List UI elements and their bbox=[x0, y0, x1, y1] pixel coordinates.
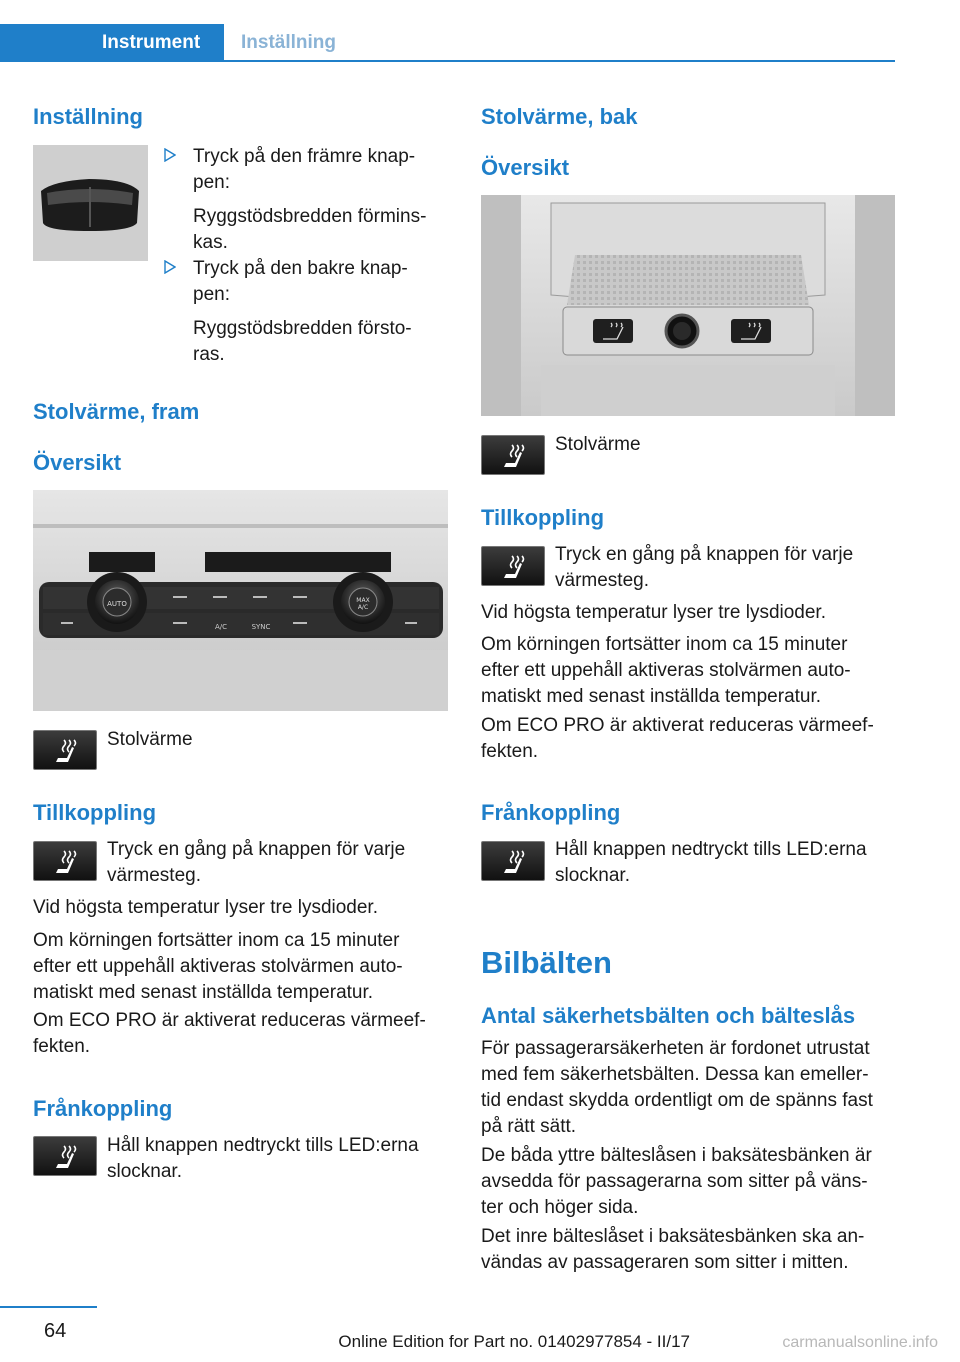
tab-installning[interactable]: Inställning bbox=[241, 32, 336, 53]
seat-heating-button-front-off[interactable] bbox=[33, 1136, 97, 1176]
sync-button-label: SYNC bbox=[251, 623, 271, 631]
heading-installning: Inställning bbox=[33, 104, 143, 129]
para-max-temp-front: Vid högsta temperatur lyser tre lysdioder. bbox=[33, 897, 378, 918]
heading-frankoppling-rear: Frånkoppling bbox=[481, 800, 621, 825]
seat-heating-icon bbox=[52, 738, 80, 764]
seat-heating-icon bbox=[500, 554, 528, 580]
heading-oversikt-front: Översikt bbox=[33, 450, 122, 475]
auto-knob-label: AUTO bbox=[107, 600, 127, 608]
seat-width-button-photo bbox=[33, 145, 148, 261]
ac-button-label: A/C bbox=[214, 623, 228, 631]
seat-heating-icon bbox=[500, 443, 528, 469]
para-eco-pro-rear: Om ECO PRO är aktiverat reduceras värmeef- fekten. bbox=[481, 715, 874, 762]
header-tabbar bbox=[0, 24, 895, 62]
bullet-rear-button: Tryck på den bakre knap- pen: Ryggstödsbredden försto- ras. bbox=[164, 256, 449, 368]
seat-heating-icon bbox=[500, 849, 528, 875]
seat-heating-button-front[interactable] bbox=[33, 730, 97, 770]
frankoppling-text-front: Håll knappen nedtryckt tills LED:erna slocknar. bbox=[107, 1135, 419, 1182]
heading-stolvarme-bak: Stolvärme, bak bbox=[481, 104, 638, 129]
para-belts-2: De båda yttre bälteslåsen i baksätesbänken är avsedda för passagerarna som sitter på väns- ter och höger sida. bbox=[481, 1145, 872, 1218]
heading-oversikt-rear: Översikt bbox=[481, 155, 570, 180]
para-max-temp-rear: Vid högsta temperatur lyser tre lysdioder. bbox=[481, 602, 826, 623]
heading-stolvarme-fram: Stolvärme, fram bbox=[33, 399, 200, 424]
rear-console-photo bbox=[481, 195, 895, 416]
para-eco-pro-front: Om ECO PRO är aktiverat reduceras värmeef- fekten. bbox=[33, 1010, 426, 1057]
para-belts-1: För passagerarsäkerheten är fordonet utrustat med fem säkerhetsbälten. Dessa kan emeller- tid endast skydda ordentligt om de spänns fast på rätt sätt. bbox=[481, 1038, 873, 1137]
front-climate-panel-photo bbox=[33, 490, 448, 711]
para-auto-restart-front: Om körningen fortsätter inom ca 15 minuter efter ett uppehåll aktiveras stolvärmen auto- matiskt med senast inställda temperatur. bbox=[33, 930, 403, 1003]
seat-heating-icon bbox=[52, 1144, 80, 1170]
heading-tillkoppling-rear: Tillkoppling bbox=[481, 505, 605, 530]
tab-instrument[interactable]: Instrument bbox=[0, 24, 224, 62]
para-auto-restart-rear: Om körningen fortsätter inom ca 15 minuter efter ett uppehåll aktiveras stolvärmen auto- matiskt med senast inställda temperatur. bbox=[481, 634, 851, 707]
max-knob-label: MAX bbox=[356, 597, 370, 604]
watermark: carmanualsonline.info bbox=[782, 1334, 938, 1351]
footer-rule bbox=[0, 1306, 97, 1308]
max-ac-knob-label: A/C bbox=[357, 604, 369, 611]
heading-antal-balten: Antal säkerhetsbälten och bälteslås bbox=[481, 1003, 856, 1028]
triangle-bullet-icon bbox=[164, 260, 176, 274]
seat-heating-button-rear-off[interactable] bbox=[481, 841, 545, 881]
tillkoppling-text-rear: Tryck en gång på knappen för varje värmesteg. bbox=[555, 544, 854, 591]
bullet-front-button: Tryck på den främre knap- pen: Ryggstödsbredden förmins- kas. bbox=[164, 144, 449, 256]
tillkoppling-text-front: Tryck en gång på knappen för varje värmesteg. bbox=[107, 839, 406, 886]
edition-text: Online Edition for Part no. 01402977854 - II/17 bbox=[338, 1332, 690, 1351]
para-belts-3: Det inre bälteslåset i baksätesbänken ska an- vändas av passageraren som sitter i mitten. bbox=[481, 1226, 865, 1273]
page-number: 64 bbox=[44, 1320, 67, 1342]
heading-frankoppling-front: Frånkoppling bbox=[33, 1096, 173, 1121]
triangle-bullet-icon bbox=[164, 148, 176, 162]
heading-bilbalten: Bilbälten bbox=[481, 945, 612, 980]
seat-heating-icon bbox=[52, 849, 80, 875]
frankoppling-text-rear: Håll knappen nedtryckt tills LED:erna slocknar. bbox=[555, 839, 867, 886]
seat-heating-button-rear-on[interactable] bbox=[481, 546, 545, 586]
seat-heating-button-front-on[interactable] bbox=[33, 841, 97, 881]
seat-heating-button-rear[interactable] bbox=[481, 435, 545, 475]
heading-tillkoppling-front: Tillkoppling bbox=[33, 800, 157, 825]
stolvarme-label-rear: Stolvärme bbox=[555, 434, 641, 455]
stolvarme-label-front: Stolvärme bbox=[107, 729, 193, 750]
